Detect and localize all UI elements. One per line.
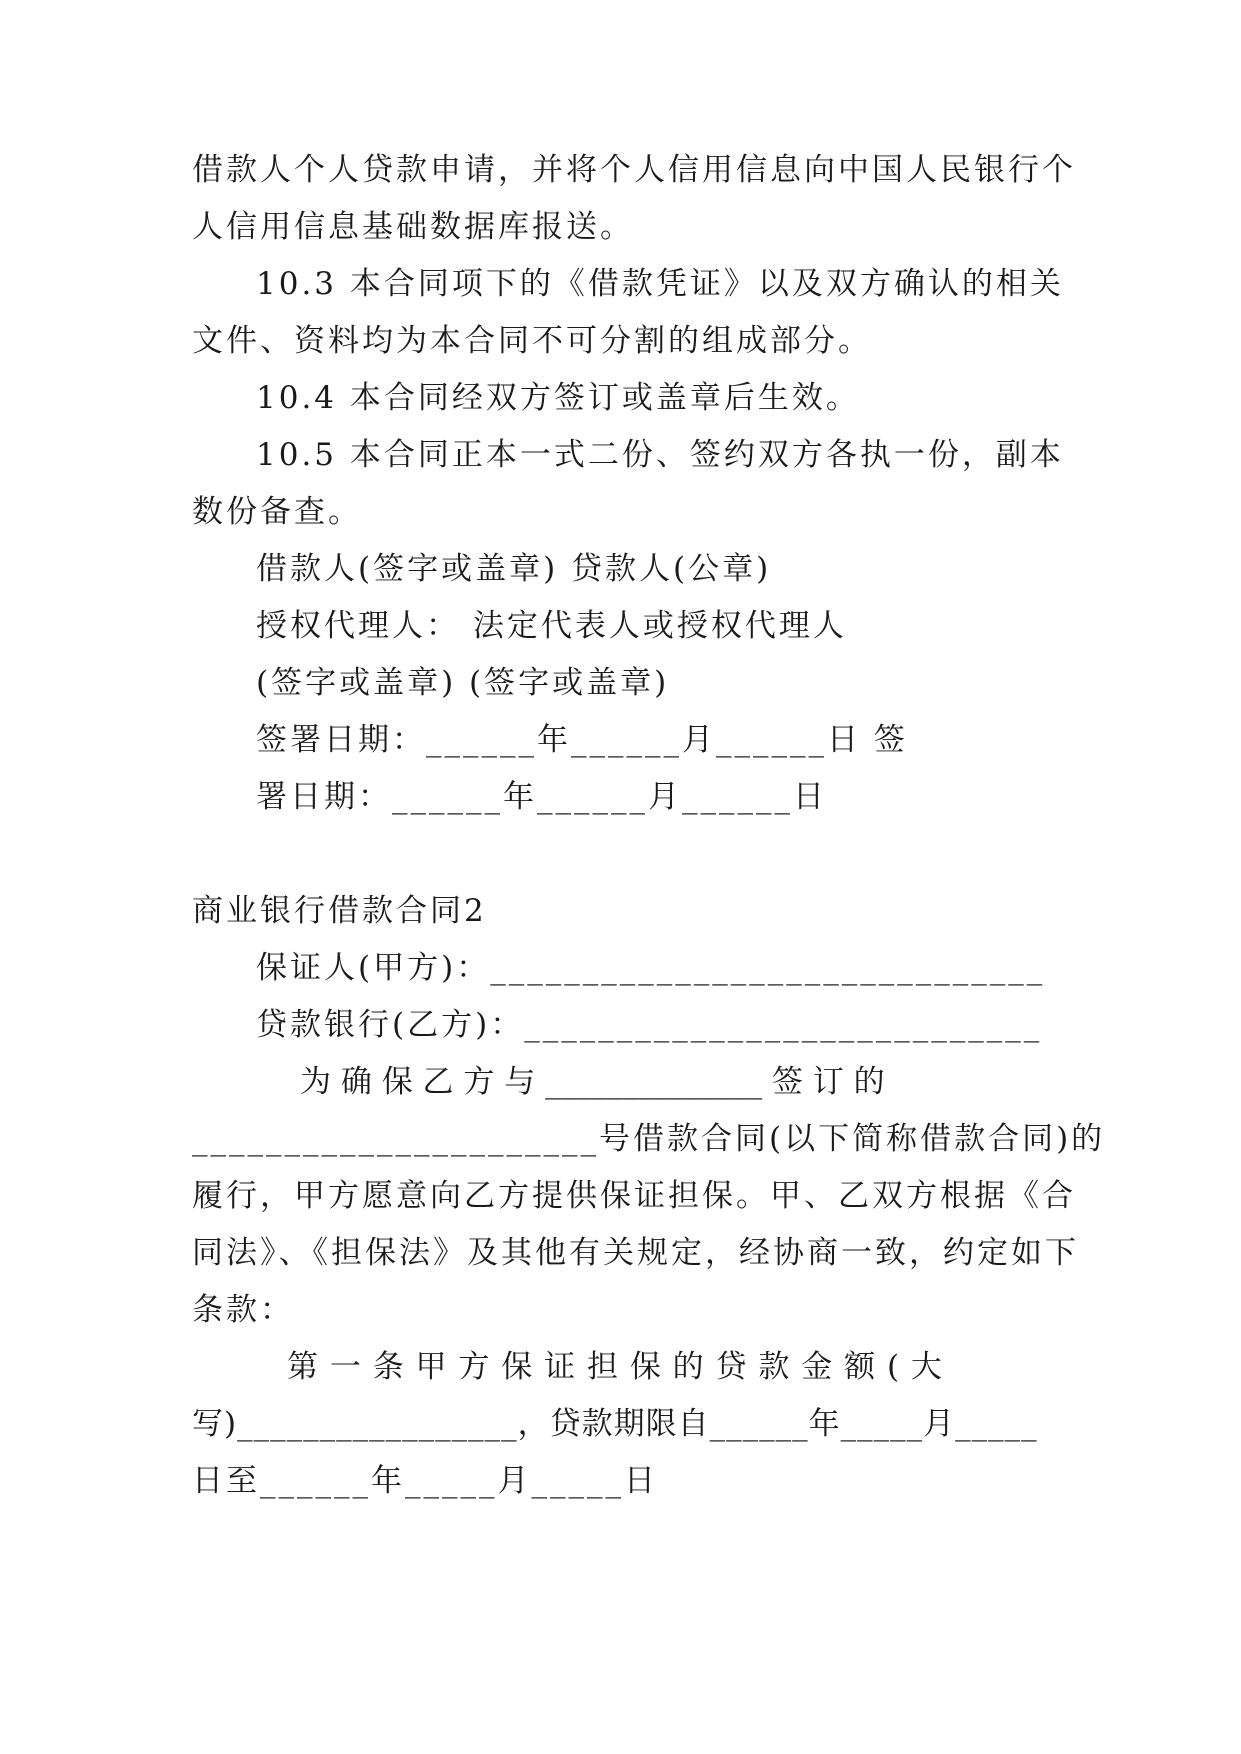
paragraph-line: 同法》、《担保法》及其他有关规定，经协商一致，约定如下 <box>192 1235 1079 1271</box>
paragraph-line: 履行，甲方愿意向乙方提供保证担保。甲、乙双方根据《合 <box>192 1178 1076 1214</box>
article-one: 第 一 条 甲 方 保 证 担 保 的 贷 款 金 额 ( 大 <box>287 1349 943 1385</box>
paragraph-line: 数份备查。 <box>192 494 362 530</box>
paragraph-line: 条款： <box>192 1292 294 1328</box>
contract-title: 商业银行借款合同2 <box>192 893 487 929</box>
signing-date: 署日期：______年______月______日 <box>256 779 827 815</box>
paragraph-line: 日至______年_____月_____日 <box>192 1463 658 1499</box>
guarantor-field: 保证人(甲方)：______________________________ <box>256 950 1046 986</box>
paragraph-line: ______________________号借款合同(以下简称借款合同)的 <box>192 1121 1106 1157</box>
paragraph-line: 借款人个人贷款申请，并将个人信用信息向中国人民银行个 <box>192 152 1076 188</box>
clause-10-5: 10.5 本合同正本一式二份、签约双方各执一份，副本 <box>256 437 1064 473</box>
signature-note: (签字或盖章) (签字或盖章) <box>256 665 670 701</box>
clause-10-4: 10.4 本合同经双方签订或盖章后生效。 <box>256 380 860 416</box>
signature-parties: 借款人(签字或盖章) 贷款人(公章) <box>256 551 772 587</box>
preamble-line: 为 确 保 乙 方 与 ______________ 签 订 的 <box>300 1064 885 1100</box>
signing-date: 签署日期：______年______月______日 签 <box>256 722 908 758</box>
clause-10-3: 10.3 本合同项下的《借款凭证》以及双方确认的相关 <box>256 266 1064 302</box>
paragraph-line: 文件、资料均为本合同不可分割的组成部分。 <box>192 323 872 359</box>
paragraph-line: 人信用信息基础数据库报送。 <box>192 209 634 245</box>
paragraph-line: 写)_________________，贷款期限自______年_____月_____ <box>192 1406 1038 1442</box>
lender-bank-field: 贷款银行(乙方)：____________________________ <box>256 1007 1043 1043</box>
signature-agents: 授权代理人： 法定代表人或授权代理人 <box>256 608 847 644</box>
